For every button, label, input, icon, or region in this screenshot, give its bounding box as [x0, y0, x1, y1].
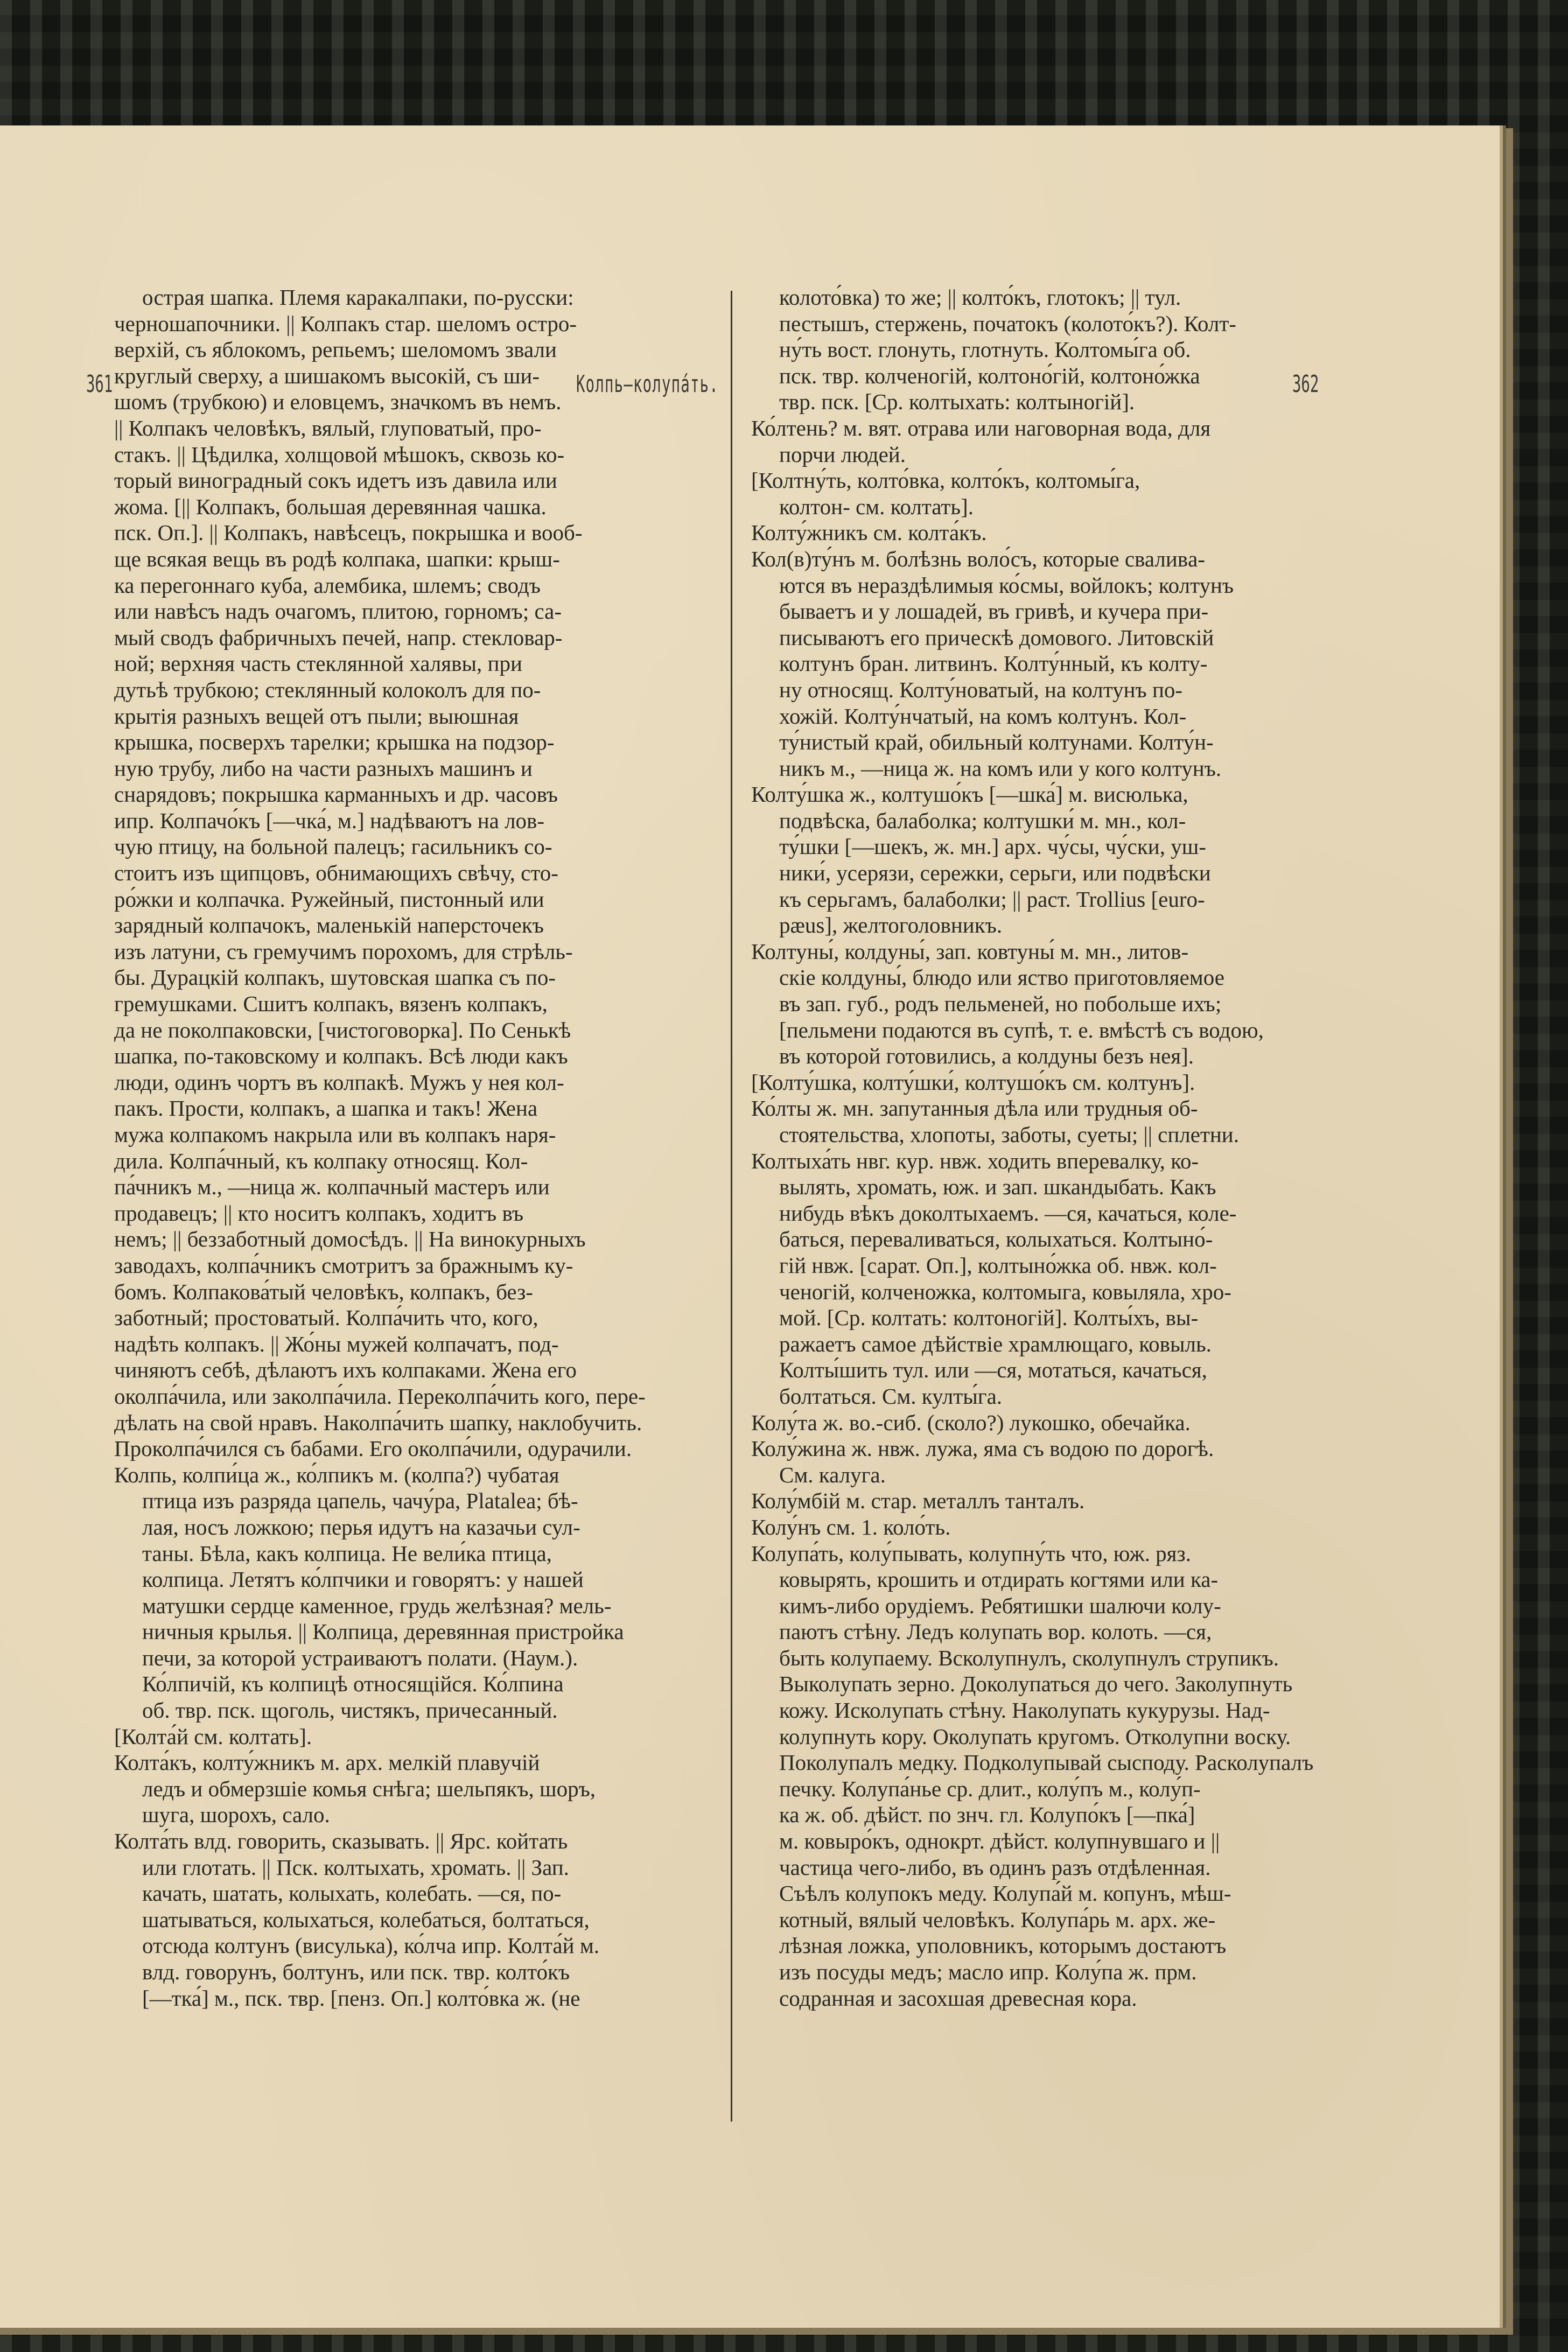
- text-line: [114, 964, 723, 991]
- line-text: пестышъ, стержень, початокъ (колото́къ?). Колт-: [779, 311, 1236, 336]
- line-text: ледъ и обмерзшіе комья снѣга; шельпякъ, шоръ,: [142, 1776, 596, 1801]
- text-line: [114, 1854, 723, 1881]
- line-text: гій нвж. [сарат. Оп.], колтыно́жка об. нвж. кол-: [779, 1252, 1217, 1278]
- text-line: [114, 1252, 723, 1279]
- dictionary-entry-head: [751, 1148, 1346, 1174]
- text-line: [751, 860, 1346, 886]
- line-text: круглый сверху, а шишакомъ высокій, съ ши-: [114, 363, 540, 388]
- text-line: [114, 1959, 723, 1985]
- line-text: скіе колдуны́, блюдо или яство приготовляемое: [779, 965, 1224, 990]
- text-line: [114, 1357, 723, 1383]
- dictionary-entry-head: [751, 1488, 1346, 1514]
- line-text: шатываться, колыхаться, колебаться, болтаться,: [142, 1907, 590, 1932]
- text-line: [751, 1122, 1346, 1148]
- line-text: подвѣска, балаболка; колтушки́ м. мн., кол-: [779, 808, 1186, 833]
- dictionary-entry-head: [751, 1514, 1346, 1541]
- text-line: [751, 1383, 1346, 1410]
- text-line: [751, 625, 1346, 651]
- text-line: [751, 311, 1346, 337]
- line-text: верхій, съ яблокомъ, репьемъ; шеломомъ звали: [114, 337, 557, 362]
- line-text: Колта́ть влд. говорить, сказывать. || Ярс. койтать: [114, 1829, 568, 1854]
- text-line: [114, 991, 723, 1017]
- line-text: Колту́шка ж., колтушо́къ [—шка́] м. висюлька,: [751, 782, 1188, 807]
- text-line: [114, 1566, 723, 1593]
- text-line: [751, 755, 1346, 782]
- line-text: па́чникъ м., —ница ж. колпачный мастеръ или: [114, 1174, 550, 1200]
- text-line: [751, 1305, 1346, 1331]
- line-text: писываютъ его прическѣ домового. Литовскій: [779, 625, 1214, 650]
- text-line: [751, 1566, 1346, 1593]
- text-line: [751, 1593, 1346, 1619]
- line-text: Колта́къ, колту́жникъ м. арх. мелкій плавучій: [114, 1750, 540, 1775]
- text-line: [114, 1095, 723, 1122]
- line-text: птица изъ разряда цапель, чачу́ра, Platalea; бѣ-: [142, 1488, 578, 1514]
- line-text: печку. Колупа́нье ср. длит., колу́пъ м., колу́п-: [779, 1776, 1201, 1801]
- line-text: чиняютъ себѣ, дѣлаютъ ихъ колпаками. Жена его: [114, 1357, 577, 1383]
- text-line: [114, 834, 723, 860]
- line-text: ной; верхняя часть стеклянной халявы, при: [114, 651, 522, 676]
- text-line: [751, 1357, 1346, 1383]
- dictionary-entry-head: [751, 781, 1346, 808]
- text-line: [114, 494, 723, 520]
- text-line: [114, 1985, 723, 2012]
- text-line: [751, 677, 1346, 703]
- dictionary-entry-head: [114, 1462, 723, 1488]
- line-text: крышка, посверхъ тарелки; крышка на подзор-: [114, 730, 555, 755]
- line-text: заботный; простоватый. Колпа́чить что, кого,: [114, 1305, 538, 1331]
- line-text: изъ латуни, съ гремучимъ порохомъ, для стрѣль-: [114, 939, 573, 964]
- text-line: [751, 337, 1346, 363]
- text-line: [751, 1985, 1346, 2012]
- text-line: [751, 1462, 1346, 1488]
- line-text: колтон- см. колтать].: [779, 494, 974, 519]
- text-line: [114, 1802, 723, 1828]
- text-line: [751, 1619, 1346, 1645]
- line-text: черношапочники. || Колпакъ стар. шеломъ остро-: [114, 311, 577, 336]
- line-text: Ко́лпичій, къ колпицѣ относящійся. Ко́лпина: [142, 1671, 564, 1697]
- text-line: [114, 1593, 723, 1619]
- text-line: [114, 1619, 723, 1645]
- text-line: [114, 363, 723, 389]
- line-text: [—тка́] м., пск. твр. [пенз. Оп.] колто́вка ж. (не: [142, 1985, 580, 2011]
- text-line: [751, 1279, 1346, 1305]
- text-line: [751, 650, 1346, 677]
- line-text: пакъ. Прости, колпакъ, а шапка и такъ! Жена: [114, 1096, 538, 1121]
- line-text: ипр. Колпачо́къ [—чка́, м.] надѣваютъ на лов-: [114, 808, 545, 833]
- line-text: кожу. Исколупать стѣну. Наколупать кукурузы. Над-: [779, 1698, 1270, 1723]
- text-line: [114, 598, 723, 625]
- line-text: ту́шки [—шекъ, ж. мн.] арх. чу́сы, чу́ски, уш-: [779, 834, 1206, 859]
- line-text: ражаетъ самое дѣйствіе храмлющаго, ковыль.: [779, 1331, 1212, 1356]
- text-line: [114, 650, 723, 677]
- line-text: быть колупаему. Всколупнулъ, сколупнулъ струпикъ.: [779, 1645, 1279, 1670]
- text-line: [751, 598, 1346, 625]
- line-text: снарядовъ; покрышка карманныхъ и др. часовъ: [114, 782, 558, 807]
- line-text: ту́нистый край, обильный колтунами. Колту́н-: [779, 730, 1214, 755]
- line-text: вылять, хромать, юж. и зап. шкандыбать. Какъ: [779, 1174, 1216, 1200]
- text-line: [751, 1802, 1346, 1828]
- line-text: об. твр. пск. щоголь, чистякъ, причесанный.: [142, 1698, 558, 1723]
- text-line: [751, 703, 1346, 730]
- text-line: [751, 1854, 1346, 1881]
- text-line: [751, 1645, 1346, 1671]
- text-line: [751, 1880, 1346, 1907]
- text-line: [114, 1410, 723, 1436]
- line-text: отсюда колтунъ (висулька), ко́лча ипр. Колта́й м.: [142, 1933, 600, 1958]
- line-text: порчи людей.: [779, 442, 906, 467]
- line-text: немъ; || беззаботный домосѣдъ. || На винокурныхъ: [114, 1227, 586, 1252]
- text-line: [114, 284, 723, 311]
- line-text: Колту́жникъ см. колта́къ.: [751, 520, 987, 545]
- line-text: ничныя крылья. || Колпица, деревянная пристройка: [142, 1619, 624, 1644]
- line-text: Колу́нъ см. 1. коло́ть.: [751, 1514, 951, 1539]
- column-divider: [731, 291, 732, 2122]
- text-line: [114, 467, 723, 494]
- line-text: пск. Оп.]. || Колпакъ, навѣсецъ, покрышка и вооб-: [114, 520, 583, 545]
- right-column: [751, 284, 1346, 2011]
- line-text: Колупа́ть, колу́пывать, колупну́ть что, юж. ряз.: [751, 1541, 1191, 1566]
- text-line: [114, 1541, 723, 1567]
- line-text: ну относящ. Колту́новатый, на колтунъ по-: [779, 677, 1183, 702]
- text-line: [114, 860, 723, 886]
- text-line: [751, 1671, 1346, 1697]
- line-text: Кол(в)ту́нъ м. болѣзнь воло́съ, которые сваливa-: [751, 546, 1206, 571]
- line-text: лая, носъ ложкою; перья идутъ на казачьи сул-: [142, 1514, 580, 1539]
- text-line: [114, 337, 723, 363]
- line-text: ковырять, крошить и отдирать когтями или ка-: [779, 1567, 1219, 1592]
- text-line: [114, 546, 723, 572]
- line-text: мый сводъ фабричныхъ печей, напр. стекловар-: [114, 625, 563, 650]
- line-text: мой. [Ср. колтать: колтоногій]. Колты́хъ, вы-: [779, 1305, 1199, 1331]
- line-text: твр. пск. [Ср. колтыхать: колтыногій].: [779, 389, 1135, 415]
- line-text: гремушками. Сшитъ колпакъ, вязенъ колпакъ,: [114, 991, 548, 1017]
- text-line: [114, 886, 723, 913]
- line-text: да не поколпаковски, [чистоговорка]. По Сенькѣ: [114, 1017, 571, 1042]
- text-line: [114, 939, 723, 965]
- line-text: изъ посуды медъ; масло ипр. Колу́па ж. прм.: [779, 1959, 1197, 1984]
- text-line: [114, 1043, 723, 1069]
- text-line: [114, 755, 723, 782]
- text-line: [114, 1200, 723, 1227]
- left-column: [114, 284, 723, 2011]
- text-line: [114, 1514, 723, 1541]
- line-text: торый виноградный сокъ идетъ изъ давила или: [114, 468, 557, 493]
- line-text: ка перегоннаго куба, алембика, шлемъ; сводъ: [114, 572, 541, 598]
- line-text: зарядный колпачокъ, маленькій наперсточекъ: [114, 913, 544, 938]
- text-line: [751, 964, 1346, 991]
- text-line: [114, 1880, 723, 1907]
- line-text: Колтуны́, колдуны́, зап. ковтуны́ м. мн., литов-: [751, 939, 1189, 964]
- line-text: дутьѣ трубкою; стеклянный колоколъ для по-: [114, 677, 541, 702]
- line-text: содранная и засохшая древесная кора.: [779, 1985, 1137, 2011]
- line-text: pæus], желтоголовникъ.: [779, 913, 1003, 938]
- line-text: въ которой готовились, а колдуны безъ нея].: [779, 1044, 1194, 1069]
- dictionary-entry-head: [751, 939, 1346, 965]
- line-text: Колпь, колпи́ца ж., ко́лпикъ м. (колпа?) чубатая: [114, 1462, 559, 1487]
- line-text: никъ м., —ница ж. на комъ или у кого колтунъ.: [779, 755, 1222, 781]
- text-line: [114, 1383, 723, 1410]
- line-text: Съѣлъ колупокъ меду. Колупа́й м. копунъ, мѣш-: [779, 1881, 1231, 1906]
- text-line: [751, 284, 1346, 311]
- text-line: [751, 572, 1346, 599]
- text-line: [751, 1933, 1346, 1959]
- text-line: [114, 1069, 723, 1096]
- line-text: шомъ (трубкою) и еловцемъ, значкомъ въ немъ.: [114, 389, 562, 415]
- line-text: кимъ-либо орудіемъ. Ребятишки шалючи колу-: [779, 1593, 1221, 1618]
- text-line: [751, 1724, 1346, 1750]
- line-text: ченогій, колченожка, колтомыга, ковыляла, хро-: [779, 1279, 1231, 1304]
- text-line: [114, 442, 723, 468]
- line-text: См. калуга.: [779, 1462, 886, 1487]
- text-line: [751, 834, 1346, 860]
- line-text: Колтыха́ть нвг. кур. нвж. ходить вперевалку, ко-: [751, 1148, 1199, 1173]
- line-text: стакъ. || Цѣдилка, холщовой мѣшокъ, сквозь ко-: [114, 442, 565, 467]
- line-text: стоитъ изъ щипцовъ, обнимающихъ свѣчу, сто-: [114, 860, 558, 886]
- line-text: дила. Колпа́чный, къ колпаку относящ. Кол-: [114, 1148, 528, 1173]
- line-text: влд. говорунъ, болтунъ, или пск. твр. колто́къ: [142, 1959, 570, 1984]
- line-text: м. ковыро́къ, однокрт. дѣйст. колупнувшаго и ||: [779, 1829, 1220, 1854]
- line-text: ка ж. об. дѣйст. по знч. гл. Колупо́къ [—пка́]: [779, 1802, 1195, 1828]
- text-line: [114, 1645, 723, 1671]
- text-line: [114, 677, 723, 703]
- line-text: [Колта́й см. колтать].: [114, 1724, 312, 1749]
- text-line: [751, 494, 1346, 520]
- text-line: [751, 991, 1346, 1017]
- line-text: пск. твр. колченогій, колтоно́гій, колтоно́жка: [779, 363, 1200, 388]
- text-line: [114, 1122, 723, 1148]
- line-text: баться, переваливаться, колыхаться. Колтыно́-: [779, 1227, 1213, 1252]
- line-text: ще всякая вещь въ родѣ колпака, шапки: крыш-: [114, 546, 560, 571]
- text-line: [114, 912, 723, 939]
- text-line: [751, 886, 1346, 913]
- line-text: котный, вялый человѣкъ. Колупа́рь м. арх. же-: [779, 1907, 1216, 1932]
- text-line: [751, 729, 1346, 755]
- line-text: колпица. Летятъ ко́лпчики и говорятъ: у нашей: [142, 1567, 584, 1592]
- text-line: [114, 1305, 723, 1331]
- line-text: ются въ нераздѣлимыя ко́смы, войлокъ; колтунъ: [779, 572, 1234, 598]
- text-line: [751, 1174, 1346, 1200]
- line-text: паютъ стѣну. Ледъ колупать вор. колоть. —ся,: [779, 1619, 1212, 1644]
- text-line: [114, 1331, 723, 1357]
- text-line: [114, 703, 723, 730]
- dictionary-entry-head: [751, 1541, 1346, 1567]
- line-text: || Колпакъ человѣкъ, вялый, глуповатый, про-: [114, 415, 542, 440]
- dictionary-entry-head: [751, 415, 1346, 442]
- dictionary-entry-head: [751, 546, 1346, 572]
- line-text: [Колтну́ть, колто́вка, колто́къ, колтомы́га,: [751, 468, 1140, 493]
- text-line: [114, 572, 723, 599]
- line-text: заводахъ, колпа́чникъ смотритъ за бражнымъ ку-: [114, 1252, 573, 1278]
- text-line: [751, 912, 1346, 939]
- text-line: [114, 1017, 723, 1044]
- dictionary-entry-head: [114, 1828, 723, 1854]
- line-text: Колу́мбій м. стар. металлъ танталъ.: [751, 1488, 1085, 1514]
- running-title: Колпь—колупа́ть.: [576, 370, 719, 398]
- text-line: [114, 1776, 723, 1802]
- line-text: ну́ть вост. глонуть, глотнуть. Колтомы́га об.: [779, 337, 1191, 362]
- dictionary-entry-head: [751, 1410, 1346, 1436]
- text-line: [114, 1697, 723, 1724]
- line-text: Ко́лтень? м. вят. отрава или наговорная вода, для: [751, 415, 1211, 440]
- line-text: надѣть колпакъ. || Жо́ны мужей колпачатъ, под-: [114, 1331, 559, 1356]
- text-line: [751, 1043, 1346, 1069]
- dictionary-entry-head: [751, 1095, 1346, 1122]
- line-text: стоятельства, хлопоты, заботы, суеты; || сплетни.: [779, 1122, 1239, 1147]
- line-text: качать, шатать, колыхать, колебать. —ся, по-: [142, 1881, 562, 1906]
- line-text: острая шапка. Племя каракалпаки, по-русски:: [142, 285, 574, 310]
- line-text: болтаться. См. култы́га.: [779, 1383, 1003, 1409]
- line-text: бываетъ и у лошадей, въ гривѣ, и кучера при-: [779, 599, 1209, 624]
- text-line: [751, 389, 1346, 415]
- line-text: колтунъ бран. литвинъ. Колту́нный, къ колту-: [779, 651, 1208, 676]
- line-text: матушки сердце каменное, грудь желѣзная? мель-: [142, 1593, 612, 1618]
- line-text: ную трубу, либо на части разныхъ машинъ и: [114, 755, 533, 781]
- text-line: [751, 1697, 1346, 1724]
- line-text: шапка, по-таковскому и колпакъ. Всѣ люди какъ: [114, 1044, 568, 1069]
- text-line: [751, 1776, 1346, 1802]
- text-line: [114, 781, 723, 808]
- line-text: Колу́жина ж. нвж. лужа, яма съ водою по дорогѣ.: [751, 1436, 1214, 1461]
- text-line: [751, 1200, 1346, 1227]
- line-text: хожій. Колту́нчатый, на комъ колтунъ. Кол-: [779, 703, 1187, 729]
- text-line: [114, 1226, 723, 1252]
- text-line: [114, 1174, 723, 1200]
- dictionary-entry-head: [751, 467, 1346, 494]
- line-text: мужа колпакомъ накрыла или въ колпакъ наря-: [114, 1122, 556, 1147]
- line-text: шуга, шорохъ, сало.: [142, 1802, 330, 1828]
- line-text: колупнуть кору. Околупать кругомъ. Отколупни воску.: [779, 1724, 1291, 1749]
- text-line: [751, 1828, 1346, 1854]
- line-text: Выколупать зерно. Доколупаться до чего. Заколупнуть: [779, 1671, 1293, 1697]
- dictionary-entry-head: [751, 520, 1346, 546]
- text-line: [751, 1017, 1346, 1044]
- text-line: [751, 1907, 1346, 1933]
- line-text: бы. Дурацкій колпакъ, шутовская шапка съ по-: [114, 965, 556, 990]
- text-line: [751, 442, 1346, 468]
- text-line: [114, 1279, 723, 1305]
- text-line: [114, 1488, 723, 1514]
- line-text: колото́вка) то же; || колто́къ, глотокъ; || тул.: [779, 285, 1181, 310]
- line-text: люди, одинъ чортъ въ колпакѣ. Мужъ у нея кол-: [114, 1069, 564, 1095]
- dictionary-entry-head: [114, 1724, 723, 1750]
- line-text: въ зап. губ., родъ пельменей, но побольше ихъ;: [779, 991, 1222, 1017]
- line-text: нибудь вѣкъ доколтыхаемъ. —ся, качаться, коле-: [779, 1200, 1237, 1226]
- text-line: [114, 625, 723, 651]
- text-line: [114, 1148, 723, 1174]
- text-line: [751, 808, 1346, 834]
- text-line: [114, 1933, 723, 1959]
- text-line: [114, 808, 723, 834]
- text-line: [751, 1959, 1346, 1985]
- text-line: [114, 729, 723, 755]
- line-text: Проколпа́чился съ бабами. Его околпа́чили, одурачили.: [114, 1436, 632, 1461]
- line-text: или навѣсъ надъ очагомъ, плитою, горномъ; са-: [114, 599, 562, 624]
- text-line: [114, 311, 723, 337]
- line-text: жома. [|| Колпакъ, большая деревянная чашка.: [114, 494, 547, 519]
- line-text: продавецъ; || кто носитъ колпакъ, ходитъ въ: [114, 1200, 524, 1226]
- line-text: печи, за которой устраиваютъ полати. (Наум.).: [142, 1645, 578, 1670]
- line-text: Колты́шить тул. или —ся, мотаться, качаться,: [779, 1357, 1207, 1383]
- dictionary-entry-head: [751, 1069, 1346, 1096]
- line-text: крытія разныхъ вещей отъ пыли; выюшная: [114, 703, 519, 729]
- text-line: [751, 1331, 1346, 1357]
- page-number-right: 362: [1292, 370, 1319, 398]
- line-text: [Колту́шка, колту́шки́, колтушо́къ см. колтунъ].: [751, 1069, 1195, 1095]
- line-text: таны. Бѣла, какъ колпица. Не вели́ка птица,: [142, 1541, 552, 1566]
- text-line: [114, 520, 723, 546]
- line-text: Ко́лты ж. мн. запутанныя дѣла или трудныя об-: [751, 1096, 1198, 1121]
- line-text: Колу́та ж. во.-сиб. (сколо?) лукошко, обечайка.: [751, 1410, 1191, 1435]
- text-line: [751, 1252, 1346, 1279]
- text-line: [751, 1226, 1346, 1252]
- line-text: или глотать. || Пск. колтыхать, хромать. || Зап.: [142, 1854, 569, 1880]
- line-text: ники́, усерязи, сережки, серьги, или подвѣски: [779, 860, 1211, 886]
- line-text: къ серьгамъ, балаболки; || раст. Trollius [euro-: [779, 886, 1205, 912]
- page-number-left: 361: [86, 370, 113, 398]
- line-text: околпа́чила, или заколпа́чила. Переколпа́чить кого, пере-: [114, 1383, 646, 1409]
- line-text: частица чего-либо, въ одинъ разъ отдѣленная.: [779, 1854, 1211, 1880]
- line-text: ро́жки и колпачка. Ружейный, пистонный или: [114, 886, 544, 912]
- text-line: [114, 389, 723, 415]
- text-line: [751, 363, 1346, 389]
- line-text: Поколупалъ медку. Подколупывай сысподу. Расколупалъ: [779, 1750, 1314, 1775]
- text-line: [114, 415, 723, 442]
- text-line: [751, 1749, 1346, 1776]
- dictionary-entry-head: [114, 1749, 723, 1776]
- line-text: бомъ. Колпакова́тый человѣкъ, колпакъ, без-: [114, 1279, 533, 1304]
- text-line: [114, 1436, 723, 1462]
- dictionary-entry-head: [751, 1436, 1346, 1462]
- line-text: лѣзная ложка, уполовникъ, которымъ достаютъ: [779, 1933, 1227, 1958]
- line-text: чую птицу, на больной палецъ; гасильникъ со-: [114, 834, 552, 859]
- text-line: [114, 1907, 723, 1933]
- line-text: [пельмени подаются въ супѣ, т. е. вмѣстѣ съ водою,: [779, 1017, 1264, 1042]
- text-line: [114, 1671, 723, 1697]
- line-text: дѣлать на свой нравъ. Наколпа́чить шапку, наклобучить.: [114, 1410, 642, 1435]
